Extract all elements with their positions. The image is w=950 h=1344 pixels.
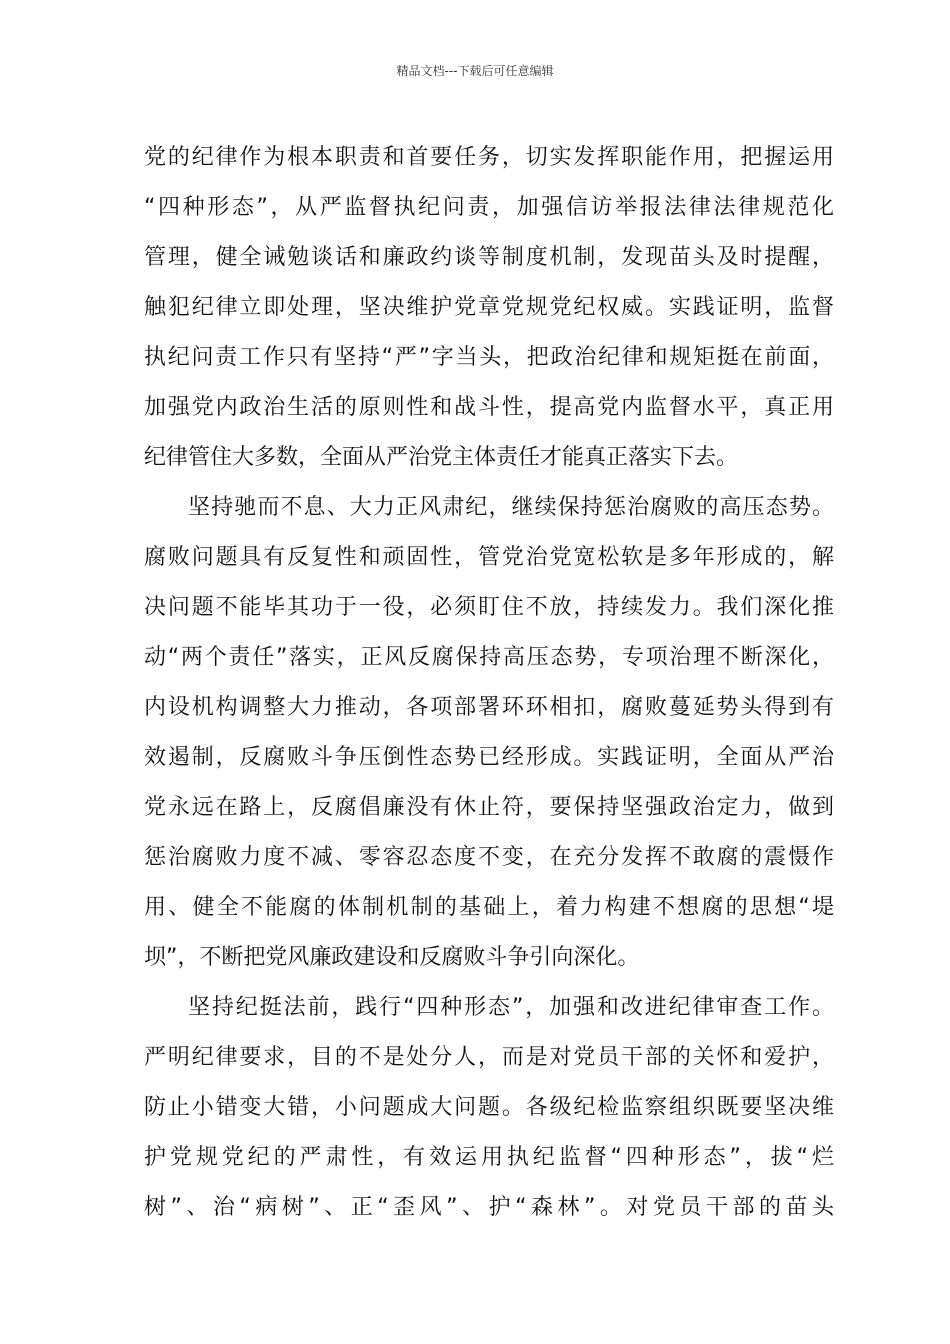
paragraph-1-line-2: “四种形态”，从严监督执纪问责，加强信访举报法律法律规范化 xyxy=(144,195,834,220)
document-body xyxy=(144,133,834,1233)
paragraph-3-line-2: 严明纪律要求，目的不是处分人，而是对党员干部的关怀和爱护， xyxy=(144,1045,834,1070)
paragraph-3-line-3: 防止小错变大错，小问题成大问题。各级纪检监察组织既要坚决维 xyxy=(144,1095,834,1120)
paragraph-3-line-1: 坚持纪挺法前，践行“四种形态”，加强和改进纪律审查工作。 xyxy=(188,995,835,1020)
paragraph-3-line-4: 护党规党纪的严肃性，有效运用执纪监督“四种形态”，拔“烂 xyxy=(144,1145,834,1170)
paragraph-2-line-1: 坚持驰而不息、大力正风肃纪，继续保持惩治腐败的高压态势。 xyxy=(188,495,834,520)
paragraph-2-line-6: 效遏制，反腐败斗争压倒性态势已经形成。实践证明，全面从严治 xyxy=(144,745,834,770)
paragraph-2-line-5: 内设机构调整大力推动，各项部署环环相扣，腐败蔓延势头得到有 xyxy=(144,695,834,720)
paragraph-1-line-1: 党的纪律作为根本职责和首要任务，切实发挥职能作用，把握运用 xyxy=(144,145,834,170)
paragraph-2-line-2: 腐败问题具有反复性和顽固性，管党治党宽松软是多年形成的，解 xyxy=(144,545,834,570)
paragraph-2-line-8: 惩治腐败力度不减、零容忍态度不变，在充分发挥不敢腐的震慑作 xyxy=(144,845,834,870)
paragraph-2-line-3: 决问题不能毕其功于一役，必须盯住不放，持续发力。我们深化推 xyxy=(144,595,834,620)
paragraph-1-line-6: 加强党内政治生活的原则性和战斗性，提高党内监督水平，真正用 xyxy=(144,395,834,420)
paragraph-1-line-3: 管理，健全诫勉谈话和廉政约谈等制度机制，发现苗头及时提醒， xyxy=(144,245,834,270)
paragraph-1-line-5: 执纪问责工作只有坚持“严”字当头，把政治纪律和规矩挺在前面， xyxy=(144,345,834,370)
paragraph-1-line-4: 触犯纪律立即处理，坚决维护党章党规党纪权威。实践证明，监督 xyxy=(144,295,834,320)
paragraph-1-line-7: 纪律管住大多数，全面从严治党主体责任才能真正落实下去。 xyxy=(144,445,739,470)
paragraph-2-line-10: 坝”，不断把党风廉政建设和反腐败斗争引向深化。 xyxy=(144,945,640,970)
paragraph-2-line-9: 用、健全不能腐的体制机制的基础上，着力构建不想腐的思想“堤 xyxy=(144,895,834,920)
paragraph-2-line-4: 动“两个责任”落实，正风反腐保持高压态势，专项治理不断深化， xyxy=(144,645,834,670)
paragraph-2-line-7: 党永远在路上，反腐倡廉没有休止符，要保持坚强政治定力，做到 xyxy=(144,795,834,820)
paragraph-3-line-5: 树”、治“病树”、正“歪风”、护“森林”。对党员干部的苗头 xyxy=(144,1195,834,1220)
page-header: 精品文档---下载后可任意编辑 xyxy=(396,64,554,78)
